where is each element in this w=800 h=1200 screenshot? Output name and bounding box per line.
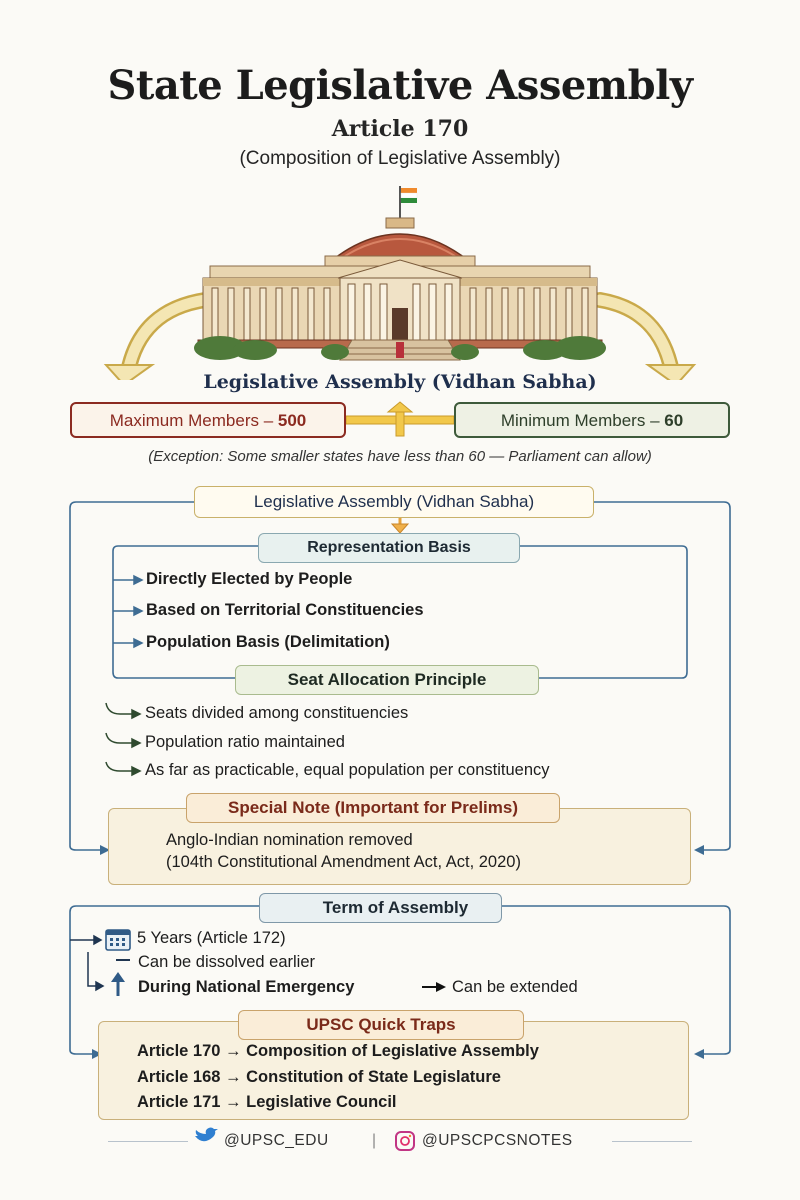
twitter-icon (195, 1128, 218, 1142)
left-curved-arrow (106, 300, 205, 380)
representation-item: Population Basis (Delimitation) (146, 633, 390, 651)
footer-divider-left (108, 1141, 188, 1142)
article-number: Article 170 (331, 116, 469, 142)
footer-divider-right (612, 1141, 692, 1142)
flag-icon (400, 186, 417, 222)
term-extension: Can be extended (452, 978, 578, 996)
seat-allocation-item: As far as practicable, equal population per constituency (145, 761, 550, 779)
special-note-line: Anglo-Indian nomination removed (166, 831, 413, 849)
instagram-handle[interactable]: @UPSCPCSNOTES (422, 1132, 573, 1149)
footer-separator: | (372, 1132, 377, 1149)
representation-item: Directly Elected by People (146, 570, 353, 588)
exception-note: (Exception: Some smaller states have less than 60 — Parliament can allow) (148, 448, 652, 465)
page-title: State Legislative Assembly (107, 62, 693, 109)
special-note-label: Special Note (Important for Prelims) (186, 793, 560, 823)
assembly-heading: Legislative Assembly (Vidhan Sabha) (203, 371, 597, 393)
term-of-assembly-label (259, 893, 502, 923)
twitter-handle[interactable]: @UPSC_EDU (224, 1132, 329, 1149)
max-members-value: 500 (277, 411, 307, 430)
term-dissolution: Can be dissolved earlier (138, 953, 316, 971)
seat-allocation-item: Population ratio maintained (145, 733, 345, 751)
max-members-label: Maximum Members – (109, 411, 278, 430)
trap-item: Article 168 → Constitution of State Legislature (137, 1068, 501, 1086)
instagram-icon (396, 1132, 414, 1150)
representation-item: Based on Territorial Constituencies (146, 601, 424, 619)
right-curved-arrow (600, 300, 694, 380)
quick-traps-label: UPSC Quick Traps (238, 1010, 524, 1040)
up-arrow-icon (111, 972, 125, 996)
minimum-members-box (454, 402, 730, 438)
term-emergency: During National Emergency (138, 978, 355, 996)
trap-item: Article 171 → Legislative Council (137, 1093, 397, 1111)
seat-allocation-label: Seat Allocation Principle (235, 665, 539, 695)
representation-basis-label: Representation Basis (258, 533, 520, 563)
page-subtitle: (Composition of Legislative Assembly) (239, 148, 561, 169)
parliament-building-illustration (0, 180, 800, 380)
maximum-members-box (70, 402, 346, 438)
min-members-value: 60 (664, 411, 684, 430)
min-members-label: Minimum Members – (500, 411, 665, 430)
special-note-amendment: (104th Constitutional Amendment Act, Act, 2020) (166, 853, 521, 871)
calendar-icon (106, 930, 130, 950)
term-duration: 5 Years (Article 172) (137, 929, 286, 947)
trap-item: Article 170 → Composition of Legislative Assembly (137, 1042, 539, 1060)
term-label-text: Term of Assembly (322, 898, 469, 917)
right-arrow-icon (422, 982, 446, 992)
seat-allocation-item: Seats divided among constituencies (145, 704, 409, 722)
flow-top-node: Legislative Assembly (Vidhan Sabha) (194, 486, 594, 518)
